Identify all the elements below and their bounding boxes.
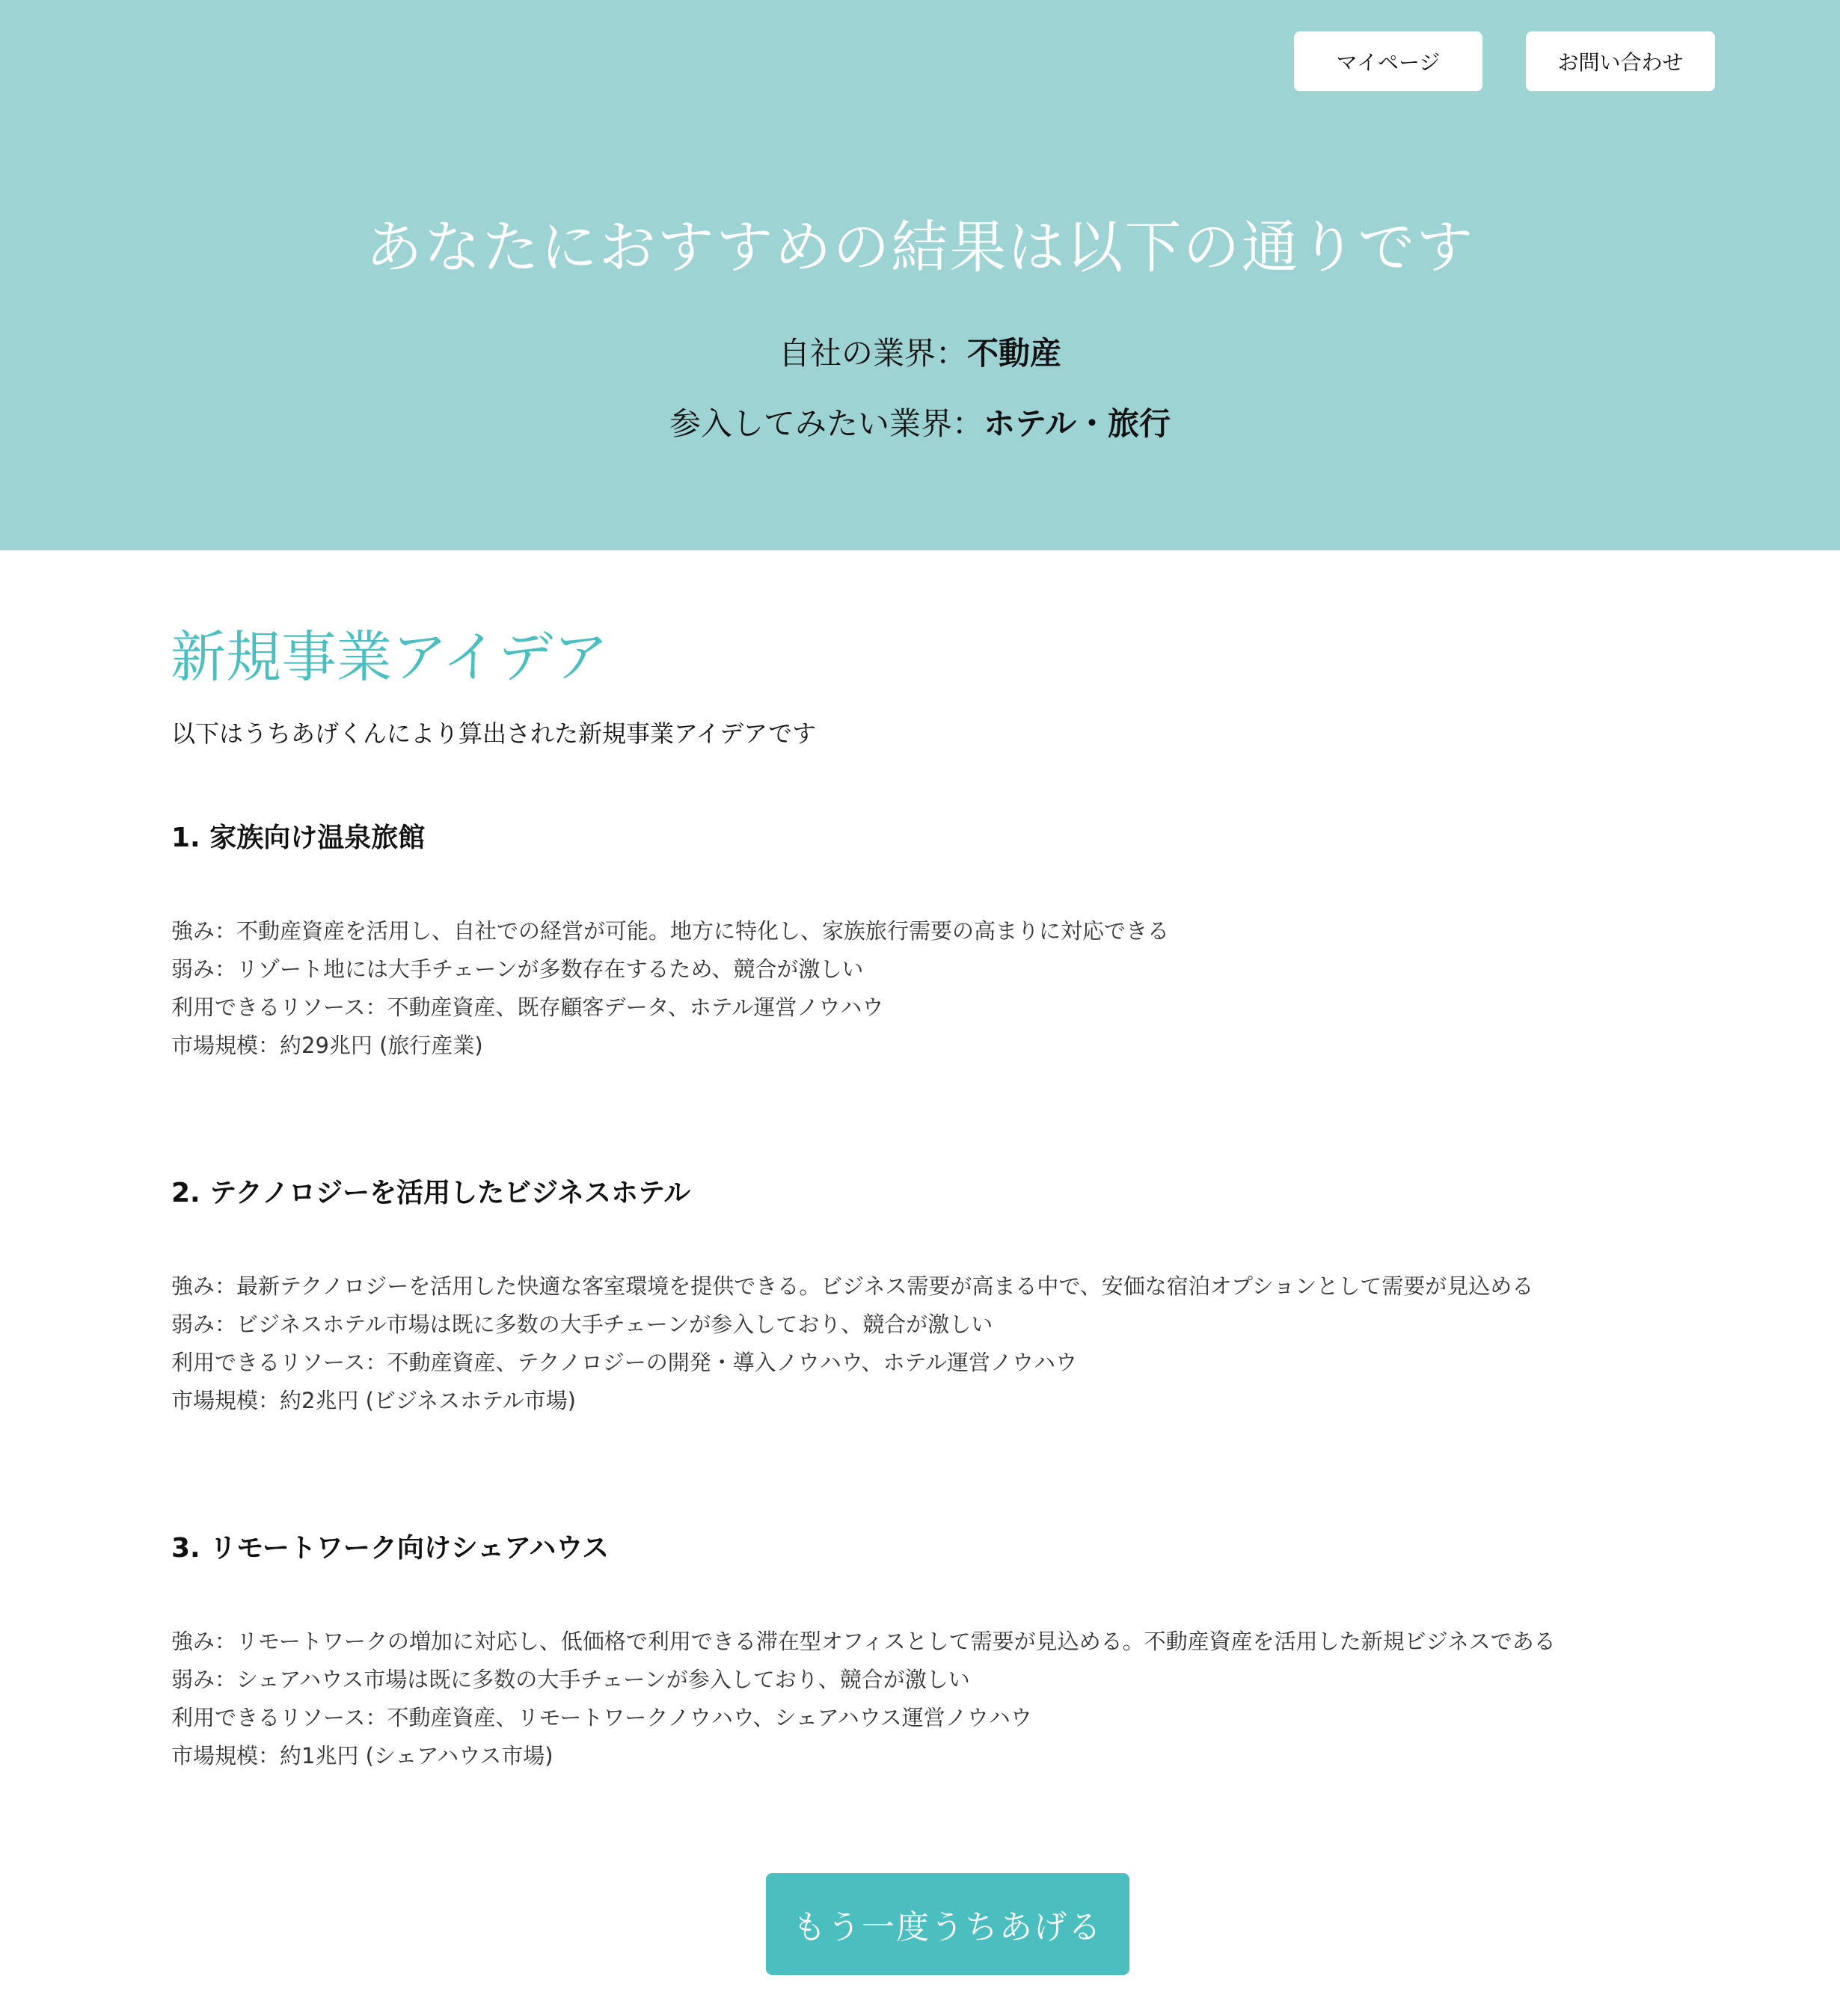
- section-intro: 以下はうちあげくんにより算出された新規事業アイデアです: [171, 719, 817, 748]
- own-industry: [0, 329, 1840, 374]
- own-industry-label: 自社の業界：: [778, 335, 967, 372]
- own-industry-value: 不動産: [967, 335, 1062, 372]
- idea-strength: 強み：リモートワークの増加に対応し、低価格で利用できる滞在型オフィスとして需要が見込める。不動産資産を活用した新規ビジネスである: [171, 1629, 1556, 1654]
- section-title: 新規事業アイデア: [171, 625, 609, 689]
- relaunch-button[interactable]: もう一度うちあげる: [766, 1873, 1129, 1975]
- mypage-button[interactable]: マイページ: [1294, 31, 1482, 91]
- target-industry-value: ホテル・旅行: [984, 405, 1171, 442]
- idea-resources: 利用できるリソース：不動産資産、リモートワークノウハウ、シェアハウス運営ノウハウ: [171, 1705, 1032, 1730]
- idea-weakness: 弱み：リゾート地には大手チェーンが多数存在するため、競合が激しい: [171, 956, 864, 982]
- idea-resources: 利用できるリソース：不動産資産、既存顧客データ、ホテル運営ノウハウ: [171, 995, 884, 1020]
- result-title: あなたにおすすめの結果は以下の通りです: [365, 214, 1475, 280]
- idea-market-size: 市場規模：約1兆円 (シェアハウス市場): [171, 1743, 553, 1768]
- idea-resources: 利用できるリソース：不動産資産、テクノロジーの開発・導入ノウハウ、ホテル運営ノウハウ: [171, 1350, 1078, 1375]
- idea-market-size: 市場規模：約2兆円 (ビジネスホテル市場): [171, 1388, 576, 1413]
- idea-weakness: 弱み：シェアハウス市場は既に多数の大手チェーンが参入しており、競合が激しい: [171, 1667, 970, 1692]
- target-industry: [0, 399, 1840, 444]
- idea-market-size: 市場規模：約29兆円 (旅行産業): [171, 1033, 483, 1058]
- idea-strength: 強み：不動産資産を活用し、自社での経営が可能。地方に特化し、家族旅行需要の高まりに対応できる: [171, 918, 1170, 944]
- idea-title: 2. テクノロジーを活用したビジネスホテル: [171, 1178, 691, 1208]
- idea-title: 3. リモートワーク向けシェアハウス: [171, 1533, 610, 1564]
- idea-strength: 強み：最新テクノロジーを活用した快適な客室環境を提供できる。ビジネス需要が高まる中で、安価な宿泊オプションとして需要が見込める: [171, 1273, 1534, 1299]
- hero-banner: [0, 0, 1840, 550]
- idea-title: 1. 家族向け温泉旅館: [171, 823, 426, 853]
- target-industry-label: 参入してみたい業界：: [669, 405, 984, 442]
- idea-weakness: 弱み：ビジネスホテル市場は既に多数の大手チェーンが参入しており、競合が激しい: [171, 1312, 993, 1337]
- contact-button[interactable]: お問い合わせ: [1526, 31, 1715, 91]
